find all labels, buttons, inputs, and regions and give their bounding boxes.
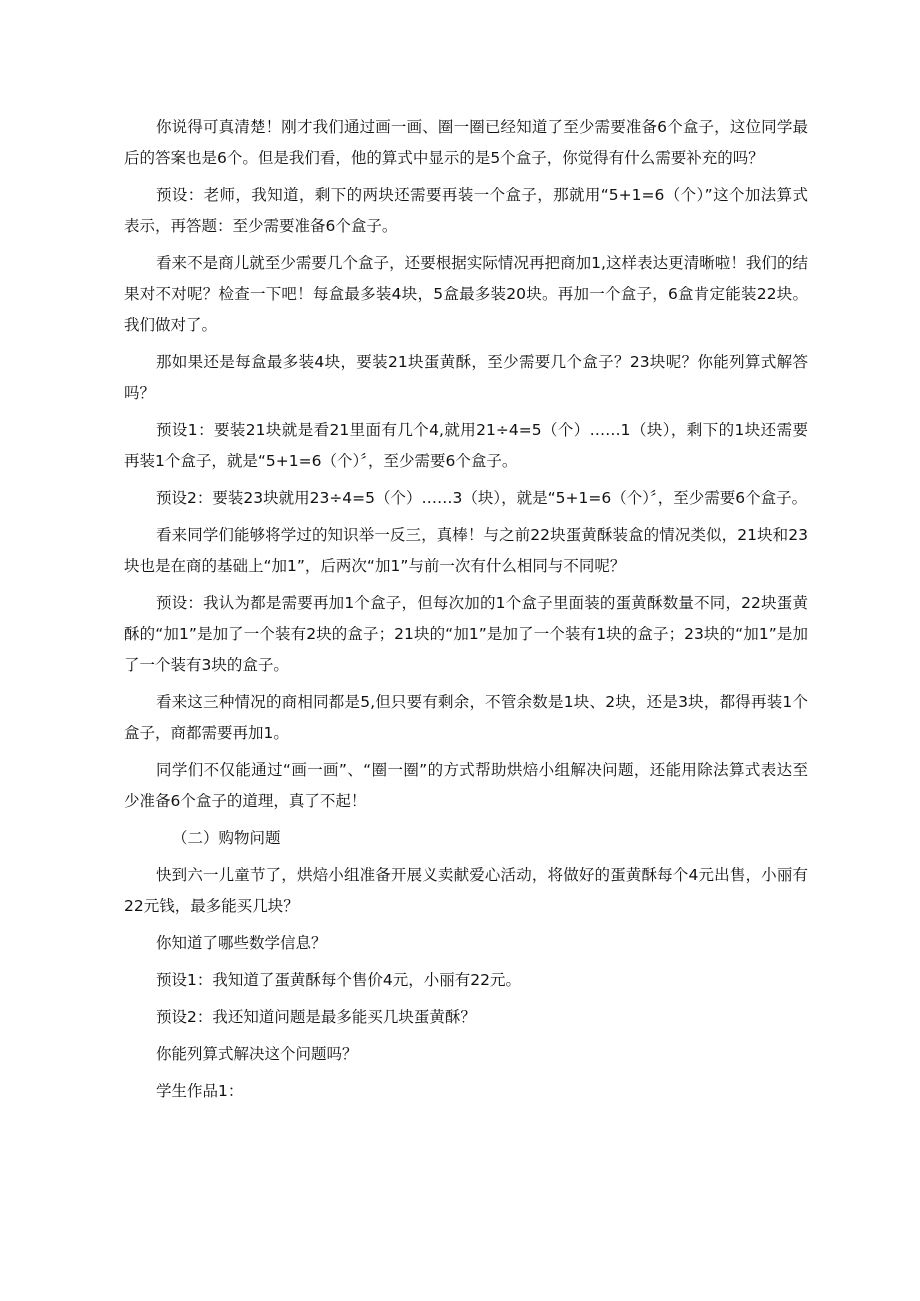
paragraph: 看来不是商儿就至少需要几个盒子，还要根据实际情况再把商加1,这样表达更清晰啦！我们的结果对不对呢？检查一下吧！每盒最多装4块，5盒最多装20块。再加一个盒子，6盒肯定能装22块。我们做对了。 (124, 254, 808, 334)
paragraph: 你能列算式解决这个问题吗？ (156, 1045, 358, 1063)
section-heading: （二）购物问题 (172, 829, 281, 847)
paragraph: 看来同学们能够将学过的知识举一反三，真棒！与之前22块蛋黄酥装盒的情况类似，21块和23块也是在商的基础上“加1”，后两次“加1”与前一次有什么相同与不同呢？ (124, 526, 808, 575)
paragraph: 同学们不仅能通过“画一画”、“圈一圈”的方式帮助烘焙小组解决问题，还能用除法算式表达至少准备6个盒子的道理，真了不起！ (124, 761, 808, 810)
paragraph: 预设2：我还知道问题是最多能买几块蛋黄酥？ (156, 1008, 476, 1026)
paragraph: 预设2：要装23块就用23÷4=5（个）……3（块），就是“5+1=6（个）〞，至少需要6个盒子。 (156, 489, 808, 507)
paragraph: 学生作品1： (156, 1082, 244, 1100)
paragraph: 你说得可真清楚！刚才我们通过画一画、圈一圈已经知道了至少需要准备6个盒子，这位同学最后的答案也是6个。但是我们看，他的算式中显示的是5个盒子，你觉得有什么需要补充的吗？ (124, 118, 808, 167)
paragraph: 预设1：我知道了蛋黄酥每个售价4元，小丽有22元。 (156, 971, 521, 989)
paragraph: 那如果还是每盒最多装4块，要装21块蛋黄酥，至少需要几个盒子？23块呢？你能列算式解答吗？ (124, 353, 808, 402)
paragraph: 预设：我认为都是需要再加1个盒子，但每次加的1个盒子里面装的蛋黄酥数量不同，22块蛋黄酥的“加1”是加了一个装有2块的盒子；21块的“加1”是加了一个装有1块的盒子；23块的“加1”是加了一个装有3块的盒子。 (124, 594, 808, 674)
paragraph: 预设：老师，我知道，剩下的两块还需要再装一个盒子，那就用“5+1=6（个）”这个加法算式表示，再答题：至少需要准备6个盒子。 (124, 186, 808, 235)
document-body (124, 112, 808, 1113)
paragraph: 快到六一儿童节了，烘焙小组准备开展义卖献爱心活动，将做好的蛋黄酥每个4元出售，小丽有22元钱，最多能买几块？ (124, 866, 808, 915)
paragraph: 你知道了哪些数学信息？ (156, 934, 327, 952)
paragraph: 预设1：要装21块就是看21里面有几个4,就用21÷4=5（个）……1（块），剩下的1块还需要再装1个盒子，就是“5+1=6（个）〞，至少需要6个盒子。 (124, 421, 808, 470)
paragraph: 看来这三种情况的商相同都是5,但只要有剩余，不管余数是1块、2块，还是3块，都得再装1个盒子，商都需要再加1。 (124, 693, 808, 742)
